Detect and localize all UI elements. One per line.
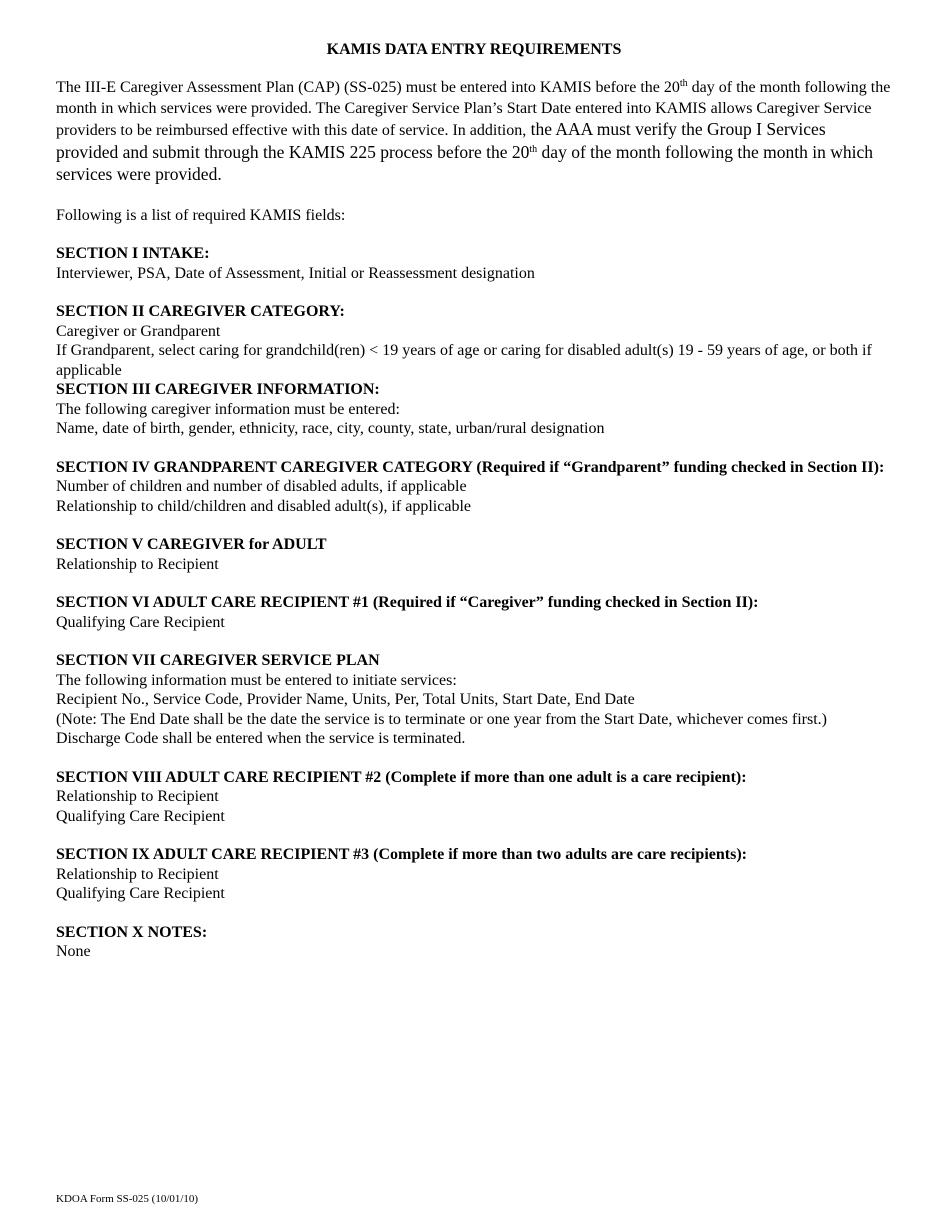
form-footer: KDOA Form SS-025 (10/01/10)	[56, 1193, 199, 1205]
section-line: Discharge Code shall be entered when the service is terminated.	[56, 730, 466, 747]
section-line: Number of children and number of disabled adults, if applicable	[56, 478, 467, 495]
section-line: Relationship to Recipient	[56, 555, 219, 573]
section-heading: SECTION X NOTES:	[56, 923, 208, 941]
intro-text-1: The III-E Caregiver Assessment Plan (CAP) (SS-025) must be entered into KAMIS before the 20	[56, 79, 680, 96]
section-line: Recipient No., Service Code, Provider Name, Units, Per, Total Units, Start Date, End Date	[56, 691, 635, 708]
section-heading: SECTION I INTAKE:	[56, 245, 210, 262]
section-line: Relationship to child/children and disabled adult(s), if applicable	[56, 497, 471, 515]
section-line: (Note: The End Date shall be the date the service is to terminate or one year from the Start Date, whichever comes first.)	[56, 710, 827, 728]
section-7-caregiver-service-plan	[56, 651, 892, 749]
section-heading: SECTION III CAREGIVER INFORMATION:	[56, 381, 380, 398]
section-6-adult-care-recipient-1	[56, 593, 892, 632]
section-heading: SECTION V CAREGIVER for ADULT	[56, 536, 327, 553]
section-line: Caregiver or Grandparent	[56, 322, 221, 340]
section-line: The following caregiver information must be entered:	[56, 400, 400, 418]
section-line: None	[56, 943, 91, 960]
intro-sup-1: th	[679, 78, 688, 89]
intro-paragraph	[56, 78, 892, 187]
section-line: The following information must be entered to initiate services:	[56, 671, 457, 689]
intro-sup-2: th	[529, 143, 538, 155]
document-title: KAMIS DATA ENTRY REQUIREMENTS	[326, 41, 622, 58]
section-3-caregiver-information	[56, 380, 892, 439]
section-9-adult-care-recipient-3	[56, 845, 892, 904]
section-1-intake	[56, 244, 892, 283]
section-heading: SECTION VI ADULT CARE RECIPIENT #1 (Required if “Caregiver” funding checked in Section II):	[56, 594, 759, 611]
section-heading: SECTION IV GRANDPARENT CAREGIVER CATEGORY (Required if “Grandparent” funding checked in Section II):	[56, 458, 885, 476]
section-line: Qualifying Care Recipient	[56, 885, 225, 902]
section-10-notes	[56, 923, 892, 962]
section-heading: SECTION IX ADULT CARE RECIPIENT #3 (Complete if more than two adults are care recipients):	[56, 846, 747, 863]
section-line: Qualifying Care Recipient	[56, 613, 225, 631]
section-4-grandparent-caregiver-category	[56, 458, 892, 517]
section-heading: SECTION II CAREGIVER CATEGORY:	[56, 303, 345, 320]
section-line: If Grandparent, select caring for grandchild(ren) < 19 years of age or caring for disabled adult(s) 19 - 59 years of age, or both if applicable	[56, 342, 872, 379]
intro-text-4: day of the month following the month in which services were provided.	[56, 141, 874, 184]
section-line: Name, date of birth, gender, ethnicity, race, city, county, state, urban/rural designation	[56, 420, 605, 437]
section-heading: SECTION VII CAREGIVER SERVICE PLAN	[56, 652, 380, 669]
section-heading: SECTION VIII ADULT CARE RECIPIENT #2 (Complete if more than one adult is a care recipient):	[56, 768, 747, 786]
section-2-caregiver-category	[56, 302, 892, 380]
intro-text-3: the AAA must verify the Group I Services provided and submit through the KAMIS 225 process before the 20	[56, 119, 826, 162]
section-line: Interviewer, PSA, Date of Assessment, Initial or Reassessment designation	[56, 264, 535, 282]
section-line: Qualifying Care Recipient	[56, 807, 225, 825]
document-page	[56, 40, 892, 962]
section-line: Relationship to Recipient	[56, 788, 219, 805]
fields-list-intro: Following is a list of required KAMIS fields:	[56, 206, 346, 224]
section-5-caregiver-for-adult	[56, 535, 892, 574]
section-8-adult-care-recipient-2	[56, 768, 892, 827]
intro-text-2: day of the month following the month in which services were provided. The Caregiver Service Plan’s Start Date entered into KAMIS allows Caregiver Service providers to be reimbursed effective with this date of service. In addition,	[56, 79, 891, 139]
section-line: Relationship to Recipient	[56, 865, 219, 883]
